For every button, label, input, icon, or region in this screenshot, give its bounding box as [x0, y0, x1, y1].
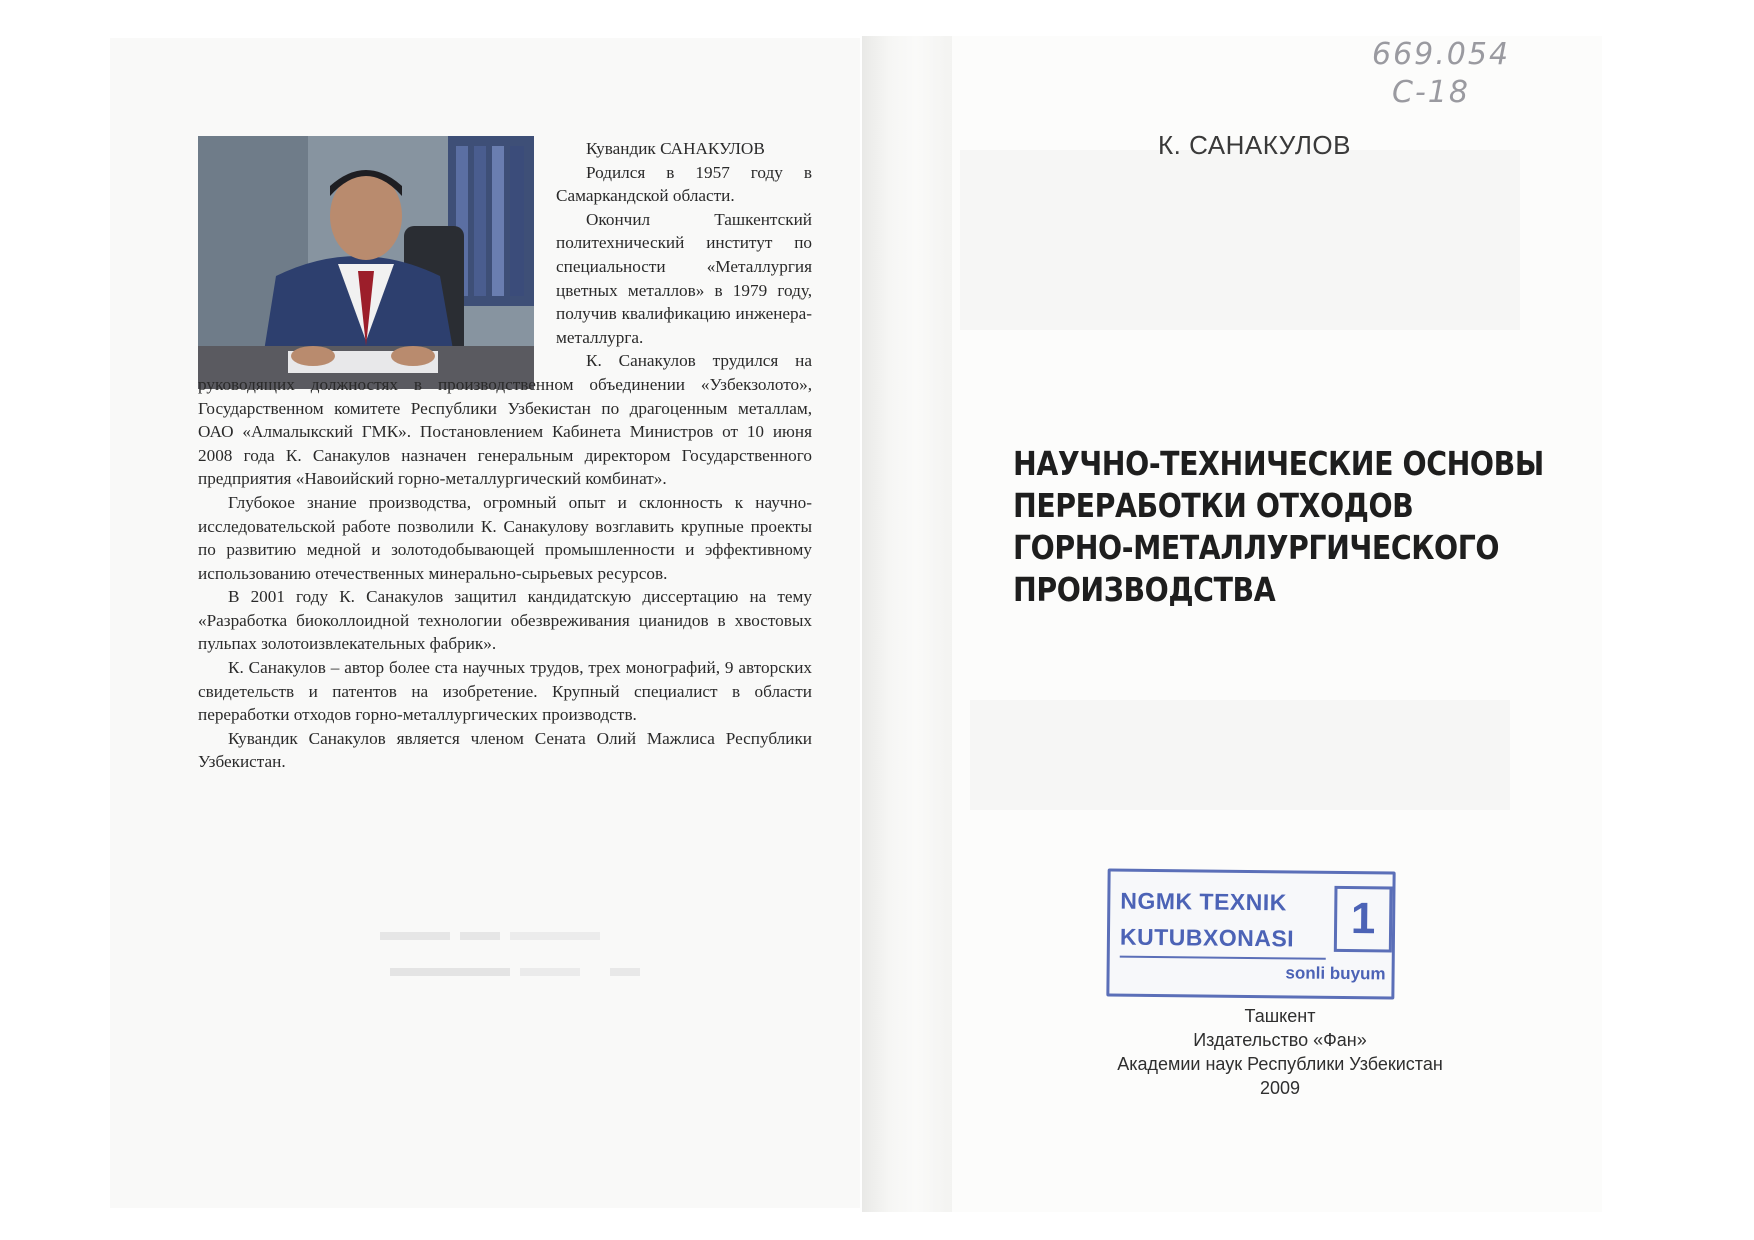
bio-head-block [556, 137, 812, 349]
bio-paragraph-projects: Глубокое знание производства, огромный опыт и склонность к научно-исследовательской работе позволили К. Санакулову возглавить крупные проекты по развитию медной и золотодобывающей промышленности и эффективному использованию отечественных минерально-сырьевых ресурсов. [198, 492, 812, 583]
book-title-line-3: ГОРНО-МЕТАЛЛУРГИЧЕСКОГО [1013, 528, 1500, 567]
bio-paragraph-career: К. Санакулов трудился на руководящих должностях в производственном объединении «Узбекзолото», Государственном комитете Республики Узбекистан по драгоценным металлам, ОАО «Алмалыкский ГМК». Постановлением Кабинета Министров от 10 июня 2008 года К. Санакулов назначен генеральным директором Государственного предприятия «Навоийский горно-металлургический комбинат». [198, 351, 812, 489]
bio-name: Кувандик САНАКУЛОВ [586, 139, 765, 158]
bio-education: Окончил Ташкентский политехнический институт по специальности «Металлургия цветных металлов» в 1979 году, получив квалификацию инженера-металлурга. [556, 209, 812, 347]
stamp-line-1: NGMK TEXNIK [1120, 887, 1287, 916]
bio-paragraph-dissertation: В 2001 году К. Санакулов защитил кандидатскую диссертацию на тему «Разработка биоколлоидной технологии обезвреживания цианидов в хвостовых пульпах золотоизвлекательных фабрик». [198, 587, 812, 654]
book-title-line-1: НАУЧНО-ТЕХНИЧЕСКИЕ ОСНОВЫ [1013, 444, 1544, 483]
stamp-number-box [1334, 886, 1393, 953]
show-through-text [380, 924, 660, 994]
handwritten-shelf-mark: С-18 [1392, 75, 1470, 110]
book-title [1013, 443, 1544, 611]
imprint-publisher: Издательство «Фан» [1193, 1030, 1367, 1050]
book-author: К. САНАКУЛОВ [1158, 130, 1351, 160]
publisher-imprint [1080, 1004, 1480, 1100]
stamp-underline [1120, 956, 1326, 960]
show-through-block-top [960, 150, 1520, 330]
handwritten-udc: 669.054 [1372, 37, 1511, 72]
stamp-caption: sonli buyum [1285, 963, 1386, 984]
bio-birth: Родился в 1957 году в Самаркандской области. [556, 162, 812, 206]
book-title-line-2: ПЕРЕРАБОТКИ ОТХОДОВ [1013, 486, 1414, 525]
handwritten-classification-code [1372, 36, 1592, 112]
book-title-line-4: ПРОИЗВОДСТВА [1013, 570, 1276, 609]
imprint-year: 2009 [1259, 1078, 1301, 1098]
imprint-academy: Академии наук Республики Узбекистан [1117, 1054, 1443, 1074]
library-stamp [1106, 868, 1395, 999]
bio-paragraph-publications: К. Санакулов – автор более ста научных трудов, трех монографий, 9 авторских свидетельств и патентов на изобретение. Крупный специалист в области переработки отходов горно-металлургических производств. [198, 658, 812, 725]
book-gutter [862, 36, 952, 1212]
author-biography [198, 137, 812, 774]
show-through-block-mid [970, 700, 1510, 810]
bio-paragraph-senate: Кувандик Санакулов является членом Сената Олий Мажлиса Республики Узбекистан. [198, 728, 812, 772]
imprint-city: Ташкент [1244, 1006, 1316, 1026]
show-through-marks [380, 924, 660, 994]
stamp-number: 1 [1350, 894, 1376, 944]
stamp-line-2: KUTUBXONASI [1119, 923, 1295, 952]
